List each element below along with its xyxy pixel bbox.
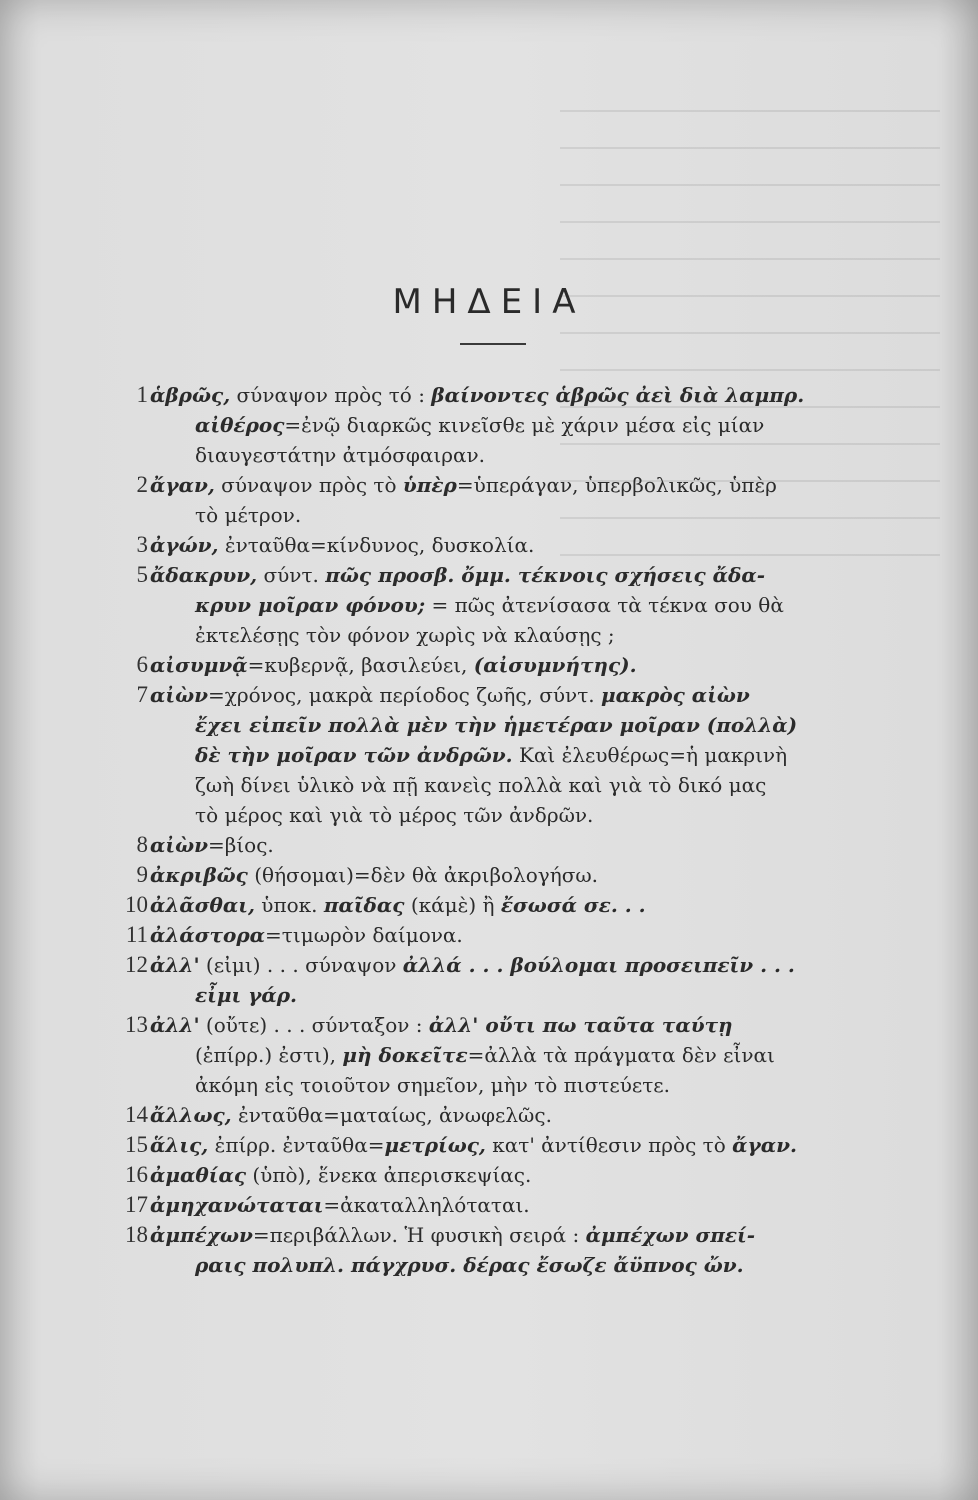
gloss-text: =ἀκαταλληλόταται. [323, 1193, 530, 1217]
entry-line [195, 770, 900, 800]
glossary-entry [110, 680, 900, 830]
gloss-text: σύναψον πρὸς τό : [230, 383, 432, 407]
glossary-entry [110, 920, 900, 950]
gloss-text: ζωὴ δίνει ὑλικὸ νὰ πῇ κανεὶς πολλὰ καὶ γιὰ τὸ δικό μας [195, 773, 767, 797]
entry-line [195, 980, 900, 1010]
glossary-entry [110, 1130, 900, 1160]
glossary-entry [110, 650, 900, 680]
glossary-entry [110, 1100, 900, 1130]
emphasized-text: βαίνοντες ἁβρῶς ἀεὶ διὰ λαμπρ. [431, 383, 805, 407]
emphasized-text: (αἰσυμνήτης). [473, 653, 637, 677]
emphasized-text: παῖδας [323, 893, 405, 917]
emphasized-text: ἔχει εἰπεῖν πολλὰ μὲν τὴν ἡμετέραν μοῖραν (πολλὰ) [195, 713, 798, 737]
glossary-entry [110, 860, 900, 890]
entry-line [195, 740, 900, 770]
glossary-entry [110, 950, 900, 1010]
entry-number: 7 [136, 682, 148, 707]
glossary-entry [110, 1190, 900, 1220]
entry-number: 5 [136, 562, 148, 587]
gloss-text: ἐπίρρ. ἐνταῦθα= [208, 1133, 385, 1157]
emphasized-text: μακρὸς αἰὼν [601, 683, 750, 707]
emphasized-text: ἀλάστορα [150, 923, 266, 947]
emphasized-text: ἀλλ' [150, 953, 200, 977]
gloss-text: =βίος. [208, 833, 274, 857]
gloss-text: ἀκόμη εἰς τοιοῦτον σημεῖον, μὴν τὸ πιστεύετε. [195, 1073, 670, 1097]
emphasized-text: ἀμπέχων σπεί- [585, 1223, 756, 1247]
entry-line [150, 860, 900, 890]
page-title: ΜΗΔΕΙΑ [392, 282, 586, 322]
glossary-entries [110, 380, 900, 1280]
entry-line [150, 560, 900, 590]
entry-number: 12 [125, 952, 148, 977]
entry-line [150, 470, 900, 500]
entry-line [150, 530, 900, 560]
entry-line [195, 1070, 900, 1100]
entry-number: 13 [125, 1012, 148, 1037]
gloss-text: =ἐνῷ διαρκῶς κινεῖσθε μὲ χάριν μέσα εἰς μίαν [284, 413, 765, 437]
emphasized-text: ἁβρῶς, [150, 383, 231, 407]
entry-line [150, 1010, 900, 1040]
gloss-text: ὑποκ. [254, 893, 324, 917]
entry-number: 17 [125, 1192, 148, 1217]
entry-line [195, 500, 900, 530]
glossary-entry [110, 1220, 900, 1280]
emphasized-text: ἀγών, [150, 533, 219, 557]
entry-line [195, 800, 900, 830]
emphasized-text: μὴ δοκεῖτε [342, 1043, 468, 1067]
glossary-entry [110, 380, 900, 470]
emphasized-text: αἰὼν [150, 833, 208, 857]
entry-line [150, 380, 900, 410]
glossary-entry [110, 560, 900, 650]
emphasized-text: ἄλλως, [150, 1103, 232, 1127]
gloss-text: σύντ. [257, 563, 326, 587]
entry-number: 1 [136, 382, 148, 407]
entry-number: 2 [136, 472, 148, 497]
emphasized-text: ἀλλά . . . βούλομαι προσειπεῖν . . . [402, 953, 795, 977]
entry-number: 8 [136, 832, 148, 857]
emphasized-text: ἀκριβῶς [150, 863, 248, 887]
emphasized-text: ἀμπέχων [150, 1223, 253, 1247]
entry-line [195, 410, 900, 440]
emphasized-text: αἰὼν [150, 683, 208, 707]
emphasized-text: ἄγαν. [732, 1133, 797, 1157]
entry-line [150, 1160, 900, 1190]
gloss-text: ἐκτελέσῃς τὸν φόνον χωρὶς νὰ κλαύσῃς ; [195, 623, 615, 647]
gloss-text: ἐνταῦθα=κίνδυνος, δυσκολία. [218, 533, 535, 557]
entry-number: 10 [125, 892, 148, 917]
gloss-text: διαυγεστάτην ἀτμόσφαιραν. [195, 443, 486, 467]
gloss-text: κατ' ἀντίθεσιν πρὸς τὸ [485, 1133, 733, 1157]
gloss-text: τὸ μέρος καὶ γιὰ τὸ μέρος τῶν ἀνδρῶν. [195, 803, 594, 827]
emphasized-text: ἀμαθίας [150, 1163, 247, 1187]
gloss-text: =ἀλλὰ τὰ πράγματα δὲν εἶναι [467, 1043, 775, 1067]
entry-line [195, 1040, 900, 1070]
gloss-text: τὸ μέτρον. [195, 503, 302, 527]
entry-line [150, 1220, 900, 1250]
emphasized-text: δὲ τὴν μοῖραν τῶν ἀνδρῶν. [195, 743, 513, 767]
entry-number: 6 [136, 652, 148, 677]
entry-number: 16 [125, 1162, 148, 1187]
entry-number: 14 [125, 1102, 148, 1127]
entry-line [150, 920, 900, 950]
gloss-text: ἐνταῦθα=ματαίως, ἀνωφελῶς. [231, 1103, 552, 1127]
gloss-text: (εἰμι) . . . σύναψον [199, 953, 403, 977]
entry-line [195, 590, 900, 620]
emphasized-text: ἅλις, [150, 1133, 209, 1157]
glossary-entry [110, 530, 900, 560]
emphasized-text: αἰθέρος [195, 413, 285, 437]
gloss-text: (θήσομαι)=δὲν θὰ ἀκριβολογήσω. [247, 863, 599, 887]
entry-number: 15 [125, 1132, 148, 1157]
emphasized-text: ὑπὲρ [402, 473, 457, 497]
emphasized-text: ἔσωσά σε. . . [500, 893, 646, 917]
emphasized-text: ἀλλ' οὔτι πω ταῦτα ταύτῃ [428, 1013, 733, 1037]
gloss-text: (ὑπὸ), ἕνεκα ἀπερισκεψίας. [246, 1163, 532, 1187]
gloss-text: σύναψον πρὸς τὸ [214, 473, 403, 497]
emphasized-text: αἰσυμνᾷ [150, 653, 248, 677]
entry-number: 11 [125, 922, 148, 947]
gloss-text: =χρόνος, μακρὰ περίοδος ζωῆς, σύντ. [208, 683, 601, 707]
emphasized-text: εἶμι γάρ. [195, 983, 297, 1007]
emphasized-text: ἀλλ' [150, 1013, 200, 1037]
gloss-text: (οὔτε) . . . σύνταξον : [199, 1013, 429, 1037]
emphasized-text: κρυν μοῖραν φόνου; [195, 593, 426, 617]
entry-line [195, 1250, 900, 1280]
gloss-text: (κάμὲ) ἢ [404, 893, 501, 917]
entry-line [150, 890, 900, 920]
gloss-text: =ὑπεράγαν, ὑπερβολικῶς, ὑπὲρ [456, 473, 777, 497]
entry-line [150, 680, 900, 710]
glossary-entry [110, 1010, 900, 1100]
emphasized-text: πῶς προσβ. ὄμμ. τέκνοις σχήσεις ἄδα- [325, 563, 766, 587]
entry-line [150, 1190, 900, 1220]
emphasized-text: ἄδακρυν, [150, 563, 258, 587]
entry-number: 3 [136, 532, 148, 557]
entry-line [150, 1130, 900, 1160]
glossary-entry [110, 890, 900, 920]
emphasized-text: ραις πολυπλ. πάγχρυσ. δέρας ἔσωζε ἄϋπνος ὤν. [195, 1253, 744, 1277]
entry-line [150, 950, 900, 980]
glossary-entry [110, 830, 900, 860]
gloss-text: =κυβερνᾷ, βασιλεύει, [247, 653, 474, 677]
emphasized-text: μετρίως, [384, 1133, 486, 1157]
title-rule [460, 343, 526, 345]
entry-line [195, 440, 900, 470]
emphasized-text: ἀμηχανώταται [150, 1193, 324, 1217]
entry-line [195, 710, 900, 740]
gloss-text: =περιβάλλων. Ἡ φυσικὴ σειρά : [252, 1223, 586, 1247]
entry-line [195, 620, 900, 650]
glossary-entry [110, 470, 900, 530]
entry-line [150, 1100, 900, 1130]
gloss-text: Καὶ ἐλευθέρως=ἡ μακρινὴ [512, 743, 788, 767]
gloss-text: =τιμωρὸν δαίμονα. [265, 923, 463, 947]
entry-line [150, 650, 900, 680]
glossary-entry [110, 1160, 900, 1190]
entry-line [150, 830, 900, 860]
gloss-text: (ἐπίρρ.) ἐστι), [195, 1043, 343, 1067]
entry-number: 9 [136, 862, 148, 887]
emphasized-text: ἀλᾶσθαι, [150, 893, 255, 917]
entry-number: 18 [125, 1222, 148, 1247]
emphasized-text: ἄγαν, [150, 473, 215, 497]
gloss-text: = πῶς ἀτενίσασα τὰ τέκνα σου θὰ [425, 593, 784, 617]
